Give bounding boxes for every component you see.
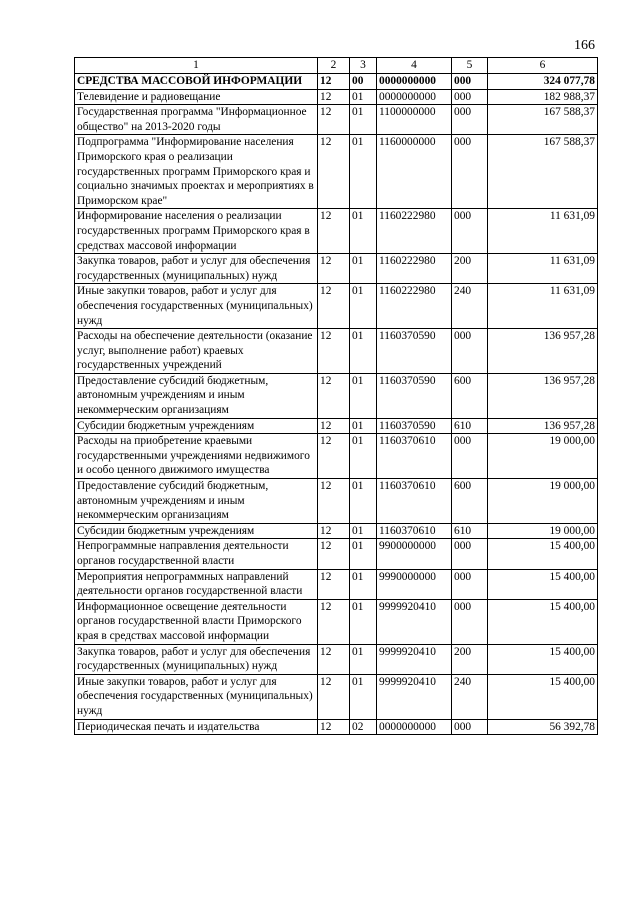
row-target-article: 1160370610 (377, 523, 452, 539)
row-expense-type: 200 (452, 254, 488, 284)
row-target-article: 1160370590 (377, 418, 452, 434)
row-subsection: 01 (350, 599, 377, 644)
row-amount: 324 077,78 (488, 74, 598, 90)
row-section: 12 (318, 418, 350, 434)
row-subsection: 02 (350, 719, 377, 735)
row-expense-type: 000 (452, 74, 488, 90)
row-subsection: 01 (350, 434, 377, 479)
row-subsection: 01 (350, 674, 377, 719)
row-name: Информирование населения о реализации государственных программ Приморского края в средствах массовой информации (75, 209, 318, 254)
row-section: 12 (318, 254, 350, 284)
row-name: Предоставление субсидий бюджетным, автономным учреждениям и иным некоммерческим организациям (75, 479, 318, 524)
row-section: 12 (318, 674, 350, 719)
row-section: 12 (318, 329, 350, 374)
row-name: Расходы на обеспечение деятельности (оказание услуг, выполнение работ) краевых государственных учреждений (75, 329, 318, 374)
row-subsection: 01 (350, 539, 377, 569)
row-amount: 167 588,37 (488, 135, 598, 209)
row-subsection: 01 (350, 479, 377, 524)
row-section: 12 (318, 284, 350, 329)
row-section: 12 (318, 539, 350, 569)
row-subsection: 00 (350, 74, 377, 90)
row-subsection: 01 (350, 135, 377, 209)
table-row (75, 74, 598, 90)
row-section: 12 (318, 599, 350, 644)
row-expense-type: 000 (452, 434, 488, 479)
row-subsection: 01 (350, 644, 377, 674)
table-body (75, 74, 598, 735)
row-expense-type: 000 (452, 569, 488, 599)
row-section: 12 (318, 719, 350, 735)
row-name: Подпрограмма "Информирование населения Приморского края о реализации государственных программ Приморского края и социально значимых проектах и мероприятиях в Приморском крае" (75, 135, 318, 209)
table-row (75, 434, 598, 479)
row-section: 12 (318, 434, 350, 479)
row-amount: 19 000,00 (488, 434, 598, 479)
row-expense-type: 600 (452, 373, 488, 418)
table-row (75, 105, 598, 135)
row-expense-type: 610 (452, 418, 488, 434)
table-row (75, 719, 598, 735)
row-target-article: 0000000000 (377, 89, 452, 105)
row-amount: 15 400,00 (488, 599, 598, 644)
row-section: 12 (318, 89, 350, 105)
row-section: 12 (318, 479, 350, 524)
row-section: 12 (318, 644, 350, 674)
row-name: СРЕДСТВА МАССОВОЙ ИНФОРМАЦИИ (75, 74, 318, 90)
row-target-article: 9999920410 (377, 674, 452, 719)
row-amount: 11 631,09 (488, 209, 598, 254)
row-section: 12 (318, 209, 350, 254)
row-subsection: 01 (350, 89, 377, 105)
table-row (75, 523, 598, 539)
row-name: Иные закупки товаров, работ и услуг для обеспечения государственных (муниципальных) нужд (75, 674, 318, 719)
row-target-article: 1160222980 (377, 254, 452, 284)
row-target-article: 1160222980 (377, 209, 452, 254)
table-header-row (75, 58, 598, 74)
table-row (75, 329, 598, 374)
row-subsection: 01 (350, 209, 377, 254)
row-target-article: 9900000000 (377, 539, 452, 569)
budget-table (74, 57, 598, 735)
table-row (75, 644, 598, 674)
row-subsection: 01 (350, 373, 377, 418)
table-row (75, 674, 598, 719)
row-name: Непрограммные направления деятельности органов государственной власти (75, 539, 318, 569)
row-name: Мероприятия непрограммных направлений деятельности органов государственной власти (75, 569, 318, 599)
row-subsection: 01 (350, 523, 377, 539)
row-name: Субсидии бюджетным учреждениям (75, 418, 318, 434)
row-target-article: 9999920410 (377, 644, 452, 674)
row-target-article: 9999920410 (377, 599, 452, 644)
row-section: 12 (318, 523, 350, 539)
row-amount: 11 631,09 (488, 254, 598, 284)
row-amount: 15 400,00 (488, 539, 598, 569)
row-name: Периодическая печать и издательства (75, 719, 318, 735)
row-expense-type: 200 (452, 644, 488, 674)
row-target-article: 1160370590 (377, 373, 452, 418)
row-section: 12 (318, 569, 350, 599)
row-section: 12 (318, 373, 350, 418)
row-name: Расходы на приобретение краевыми государственными учреждениями недвижимого и особо ценного движимого имущества (75, 434, 318, 479)
row-expense-type: 000 (452, 89, 488, 105)
row-amount: 15 400,00 (488, 674, 598, 719)
row-amount: 19 000,00 (488, 479, 598, 524)
row-subsection: 01 (350, 284, 377, 329)
row-target-article: 1160370590 (377, 329, 452, 374)
row-amount: 136 957,28 (488, 373, 598, 418)
row-expense-type: 000 (452, 135, 488, 209)
header-col-5: 5 (452, 58, 488, 74)
table-row (75, 89, 598, 105)
table-row (75, 539, 598, 569)
header-col-4: 4 (377, 58, 452, 74)
row-name: Закупка товаров, работ и услуг для обеспечения государственных (муниципальных) нужд (75, 644, 318, 674)
table-row (75, 373, 598, 418)
row-name: Информационное освещение деятельности органов государственной власти Приморского края в средствах массовой информации (75, 599, 318, 644)
row-section: 12 (318, 135, 350, 209)
row-subsection: 01 (350, 569, 377, 599)
row-expense-type: 000 (452, 719, 488, 735)
row-name: Закупка товаров, работ и услуг для обеспечения государственных (муниципальных) нужд (75, 254, 318, 284)
table-row (75, 599, 598, 644)
row-target-article: 1160370610 (377, 479, 452, 524)
row-name: Телевидение и радиовещание (75, 89, 318, 105)
row-amount: 136 957,28 (488, 418, 598, 434)
row-amount: 15 400,00 (488, 644, 598, 674)
row-amount: 19 000,00 (488, 523, 598, 539)
row-expense-type: 000 (452, 539, 488, 569)
header-col-2: 2 (318, 58, 350, 74)
row-expense-type: 610 (452, 523, 488, 539)
table-row (75, 209, 598, 254)
row-target-article: 1160222980 (377, 284, 452, 329)
row-target-article: 1160000000 (377, 135, 452, 209)
row-subsection: 01 (350, 329, 377, 374)
row-expense-type: 240 (452, 674, 488, 719)
row-expense-type: 000 (452, 209, 488, 254)
row-target-article: 1100000000 (377, 105, 452, 135)
row-section: 12 (318, 105, 350, 135)
row-expense-type: 240 (452, 284, 488, 329)
row-subsection: 01 (350, 254, 377, 284)
row-expense-type: 000 (452, 105, 488, 135)
row-target-article: 1160370610 (377, 434, 452, 479)
row-name: Государственная программа "Информационное общество" на 2013-2020 годы (75, 105, 318, 135)
table-row (75, 135, 598, 209)
row-name: Предоставление субсидий бюджетным, автономным учреждениям и иным некоммерческим организациям (75, 373, 318, 418)
table-row (75, 284, 598, 329)
header-col-6: 6 (488, 58, 598, 74)
row-amount: 167 588,37 (488, 105, 598, 135)
table-row (75, 418, 598, 434)
row-name: Субсидии бюджетным учреждениям (75, 523, 318, 539)
row-expense-type: 600 (452, 479, 488, 524)
row-subsection: 01 (350, 418, 377, 434)
row-amount: 136 957,28 (488, 329, 598, 374)
row-amount: 182 988,37 (488, 89, 598, 105)
row-amount: 15 400,00 (488, 569, 598, 599)
table-row (75, 479, 598, 524)
row-name: Иные закупки товаров, работ и услуг для обеспечения государственных (муниципальных) нужд (75, 284, 318, 329)
row-amount: 56 392,78 (488, 719, 598, 735)
row-section: 12 (318, 74, 350, 90)
header-col-1: 1 (75, 58, 318, 74)
row-target-article: 0000000000 (377, 719, 452, 735)
row-expense-type: 000 (452, 599, 488, 644)
page-number: 166 (574, 38, 595, 53)
table-row (75, 569, 598, 599)
row-amount: 11 631,09 (488, 284, 598, 329)
row-subsection: 01 (350, 105, 377, 135)
row-target-article: 0000000000 (377, 74, 452, 90)
header-col-3: 3 (350, 58, 377, 74)
row-expense-type: 000 (452, 329, 488, 374)
row-target-article: 9990000000 (377, 569, 452, 599)
table-row (75, 254, 598, 284)
